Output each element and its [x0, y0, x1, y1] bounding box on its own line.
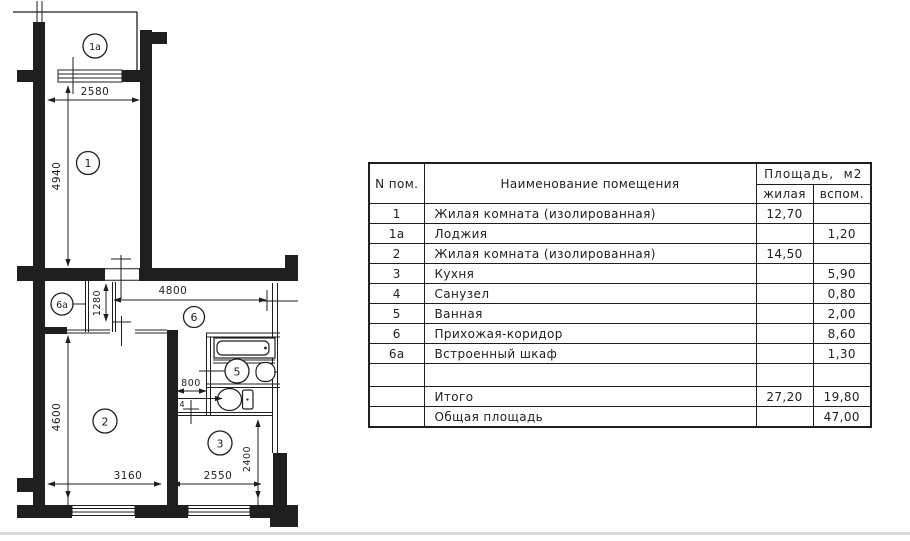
cell-room-name: Санузел [424, 284, 756, 304]
cell-room-number: 5 [369, 304, 424, 324]
cell-aux-area: 0,80 [813, 284, 871, 304]
svg-text:5: 5 [233, 365, 241, 379]
cell-room-name: Ванная [424, 304, 756, 324]
cell-aux-area [813, 204, 871, 224]
cell-room-name: Лоджия [424, 224, 756, 244]
dim-label: 4940 [51, 161, 63, 191]
svg-text:2: 2 [101, 415, 109, 429]
cell-living-area [756, 224, 813, 244]
table-row [369, 324, 871, 344]
room-label-wc: 4 [179, 400, 185, 409]
toilet [178, 389, 253, 411]
table-header [369, 163, 871, 204]
room-label-room1 [77, 152, 100, 175]
table-row [369, 244, 871, 264]
cell-room-number: 6а [369, 344, 424, 364]
room-label-hall [184, 307, 205, 328]
cell-room-number [369, 407, 424, 428]
cell-living-grand [756, 407, 813, 428]
cell-room-number: 1 [369, 204, 424, 224]
cell-aux-area: 1,20 [813, 224, 871, 244]
table-row-total [369, 387, 871, 407]
cell-room-number: 6 [369, 324, 424, 344]
cell-aux-area [813, 364, 871, 387]
dim-hall-width [114, 285, 266, 300]
cell-living-area: 14,50 [756, 244, 813, 264]
dim-room2-depth [51, 336, 68, 505]
cell-aux-area: 5,90 [813, 264, 871, 284]
dim-room1-depth [51, 86, 68, 266]
dim-balcony-width [48, 86, 139, 100]
svg-text:3: 3 [216, 437, 224, 451]
header-aux: вспом. [813, 185, 871, 204]
cell-room-number [369, 364, 424, 387]
dim-label: 4800 [158, 285, 188, 297]
header-area: Площадь, м2 [756, 163, 871, 185]
room-label-kitchen [208, 431, 232, 455]
header-living: жилая [756, 185, 813, 204]
table-row [369, 304, 871, 324]
table-row [369, 204, 871, 224]
cell-living-area [756, 264, 813, 284]
table-row [369, 264, 871, 284]
cell-living-area [756, 344, 813, 364]
cell-room-name: Прихожая-коридор [424, 324, 756, 344]
header-room-number: N пом. [369, 163, 424, 204]
table-row [369, 344, 871, 364]
cell-living-area [756, 364, 813, 387]
outer-walls [17, 22, 298, 527]
cell-living-area [756, 284, 813, 304]
bottom-border [0, 532, 910, 535]
svg-text:1: 1 [84, 157, 92, 170]
dim-label: 2550 [203, 470, 233, 482]
balcony-outline [13, 1, 137, 70]
dim-room2-width [48, 470, 161, 484]
cell-room-name: Жилая комната (изолированная) [424, 204, 756, 224]
dim-label: 4600 [51, 402, 63, 432]
cell-aux-total: 19,80 [813, 387, 871, 407]
cell-aux-area: 2,00 [813, 304, 871, 324]
cell-living-total: 27,20 [756, 387, 813, 407]
header-room-name: Наименование помещения [424, 163, 756, 204]
cell-aux-grand: 47,00 [813, 407, 871, 428]
cell-room-number: 3 [369, 264, 424, 284]
cell-room-name: Встроенный шкаф [424, 344, 756, 364]
cell-room-name: Жилая комната (изолированная) [424, 244, 756, 264]
dim-label: 2580 [80, 86, 110, 98]
cell-living-area [756, 324, 813, 344]
cell-living-area: 12,70 [756, 204, 813, 224]
cell-grand-total-label: Общая площадь [424, 407, 756, 428]
dim-kitchen-depth [242, 420, 258, 505]
cell-room-name: Кухня [424, 264, 756, 284]
dim-label: 3160 [113, 470, 143, 482]
cell-total-label: Итого [424, 387, 756, 407]
bathtub [214, 338, 275, 358]
svg-text:6: 6 [190, 311, 198, 324]
dim-label: 1280 [92, 289, 103, 317]
cell-room-number: 4 [369, 284, 424, 304]
table-row-grand-total [369, 407, 871, 428]
table-row [369, 284, 871, 304]
room-area-table [368, 162, 872, 428]
cell-living-area [756, 304, 813, 324]
sink [256, 363, 278, 382]
cell-aux-area [813, 244, 871, 264]
dim-closet-depth [92, 284, 106, 321]
floor-plan [0, 0, 360, 541]
cell-aux-area: 8,60 [813, 324, 871, 344]
cell-aux-area: 1,30 [813, 344, 871, 364]
svg-text:6а: 6а [56, 300, 68, 311]
table-row [369, 224, 871, 244]
cell-room-number [369, 387, 424, 407]
dim-label: 2400 [242, 445, 253, 473]
room-label-closet [51, 293, 86, 315]
cell-room-name [424, 364, 756, 387]
table-row-empty [369, 364, 871, 387]
cell-room-number: 1а [369, 224, 424, 244]
svg-text:1а: 1а [89, 42, 101, 53]
cell-room-number: 2 [369, 244, 424, 264]
dim-label: 800 [181, 378, 201, 389]
room-label-loggia [83, 34, 107, 58]
room-label-room2 [93, 409, 117, 433]
dimensions [48, 86, 266, 505]
